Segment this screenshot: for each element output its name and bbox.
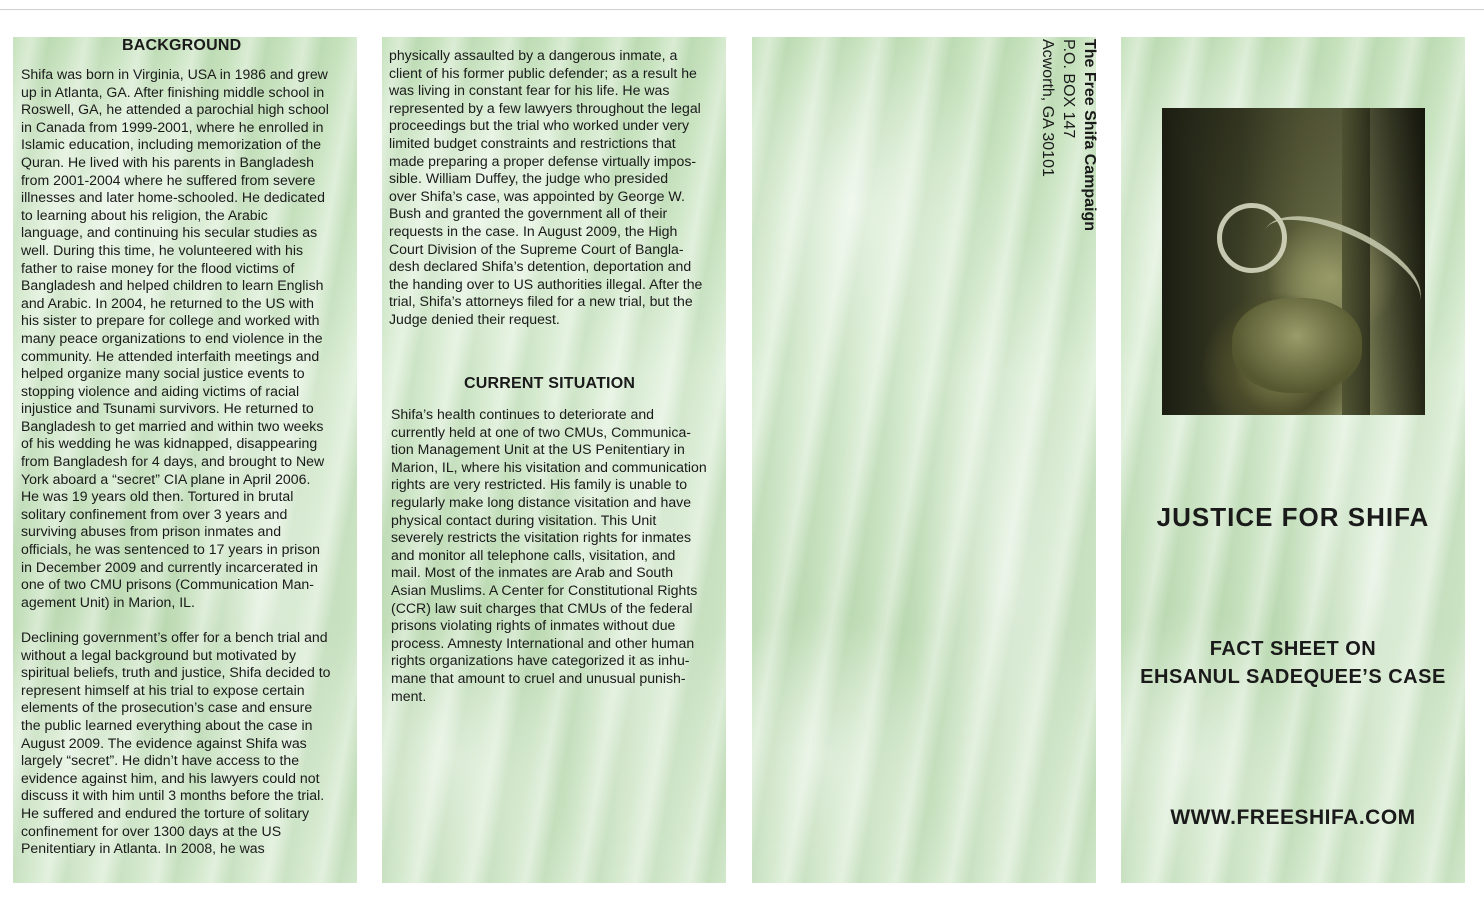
current-situation-paragraph: Shifa’s health continues to deteriorate and currently held at one of two CMUs, Communica- tion Management Unit at the US Penitentiary in Marion, IL, where his visitation and communication rights are very restricted. His family is unable to regularly make long distance visitation and have physical contact during visitation. This Unit severely restricts the visitation rights for inmates and monitor all telephone calls, visitation, and mail. Most of the inmates are Arab and South Asian Muslims. A Center for Constitutional Rights (CCR) law suit charges that CMUs of the federal prisons violating rights of inmates without due process. Amnesty International and other human rights organizations have categorized it as inhu- mane that amount to cruel and unusual punish- ment. <box>391 406 707 704</box>
background-continuation: physically assaulted by a dangerous inmate, a client of his former public defender; as a result he was living in constant fear for his life. He was represented by a few lawyers throughout the legal proceedings but the trial who worked under very limited budget constraints and restrictions that made preparing a proper defense virtually impos- sible. William Duffey, the judge who presided over Shifa’s case, was appointed by George W. Bush and granted the government all of their requests in the case. In August 2009, the High Court Division of the Supreme Court of Bangla- desh declared Shifa’s detention, deportation and the handing over to US authorities illegal. After the trial, Shifa’s attorneys filed for a new trial, but the Judge denied their request. <box>389 47 703 327</box>
hand-icon <box>1232 298 1362 393</box>
panel-background <box>13 37 357 883</box>
handcuffed-hands-photo <box>1162 108 1425 415</box>
cover-subtitle-line1: FACT SHEET ON <box>1209 638 1377 660</box>
website-url: WWW.FREESHIFA.COM <box>1170 806 1416 829</box>
mailing-address <box>1037 39 1121 231</box>
panel-current-situation <box>382 37 726 883</box>
background-paragraph-1: Shifa was born in Virginia, USA in 1986 and grew up in Atlanta, GA. After finishing middle school in Roswell, GA, he attended a parochial high school in Canada from 1999-2001, where he enrolled in Islamic education, including memorization of the Quran. He lived with his parents in Bangladesh from 2001-2004 where he suffered from severe illnesses and later home-schooled. He dedicated to learning about his religion, the Arabic language, and continuing his secular studies as well. During this time, he volunteered with his father to raise money for the flood victims of Bangladesh and helped children to learn English and Arabic. In 2004, he returned to the US with his sister to prepare for college and worked with many peace organizations to end violence in the community. He attended interfaith meetings and helped organize many social justice events to stopping violence and aiding victims of racial injustice and Tsunami survivors. He returned to Bangladesh to get married and within two weeks of his wedding he was kidnapped, disappearing from Bangladesh for 4 days, and brought to New York aboard a “secret” CIA plane in April 2006. He was 19 years old then. Tortured in brutal solitary confinement from over 3 years and surviving abuses from prison inmates and officials, he was sentenced to 17 years in prison in December 2009 and currently incarcerated in one of two CMU prisons (Communication Man- agement Unit) in Marion, IL. <box>21 66 329 610</box>
cover-subtitle-line2: EHSANUL SADEQUEE’S CASE <box>1140 666 1446 688</box>
panel-mailing-address <box>752 37 1096 883</box>
background-paragraph-2: Declining government’s offer for a bench trial and without a legal background but motivated by spiritual beliefs, truth and justice, Shifa decided to represent himself at his trial to expose certain elements of the prosecution’s case and ensure the public learned everything about the case in August 2009. The evidence against Shifa was largely “secret”. He didn’t have access to the evidence against him, and his lawyers could not discuss it with him until 3 months before the trial. He suffered and endured the torture of solitary confinement for over 1300 days at the US Penitentiary in Atlanta. In 2008, he was <box>21 629 331 857</box>
current-situation-heading: CURRENT SITUATION <box>464 375 636 392</box>
page-top-border <box>0 9 1484 10</box>
background-heading: BACKGROUND <box>122 37 242 54</box>
address-line-po-box: P.O. BOX 147 <box>1060 39 1077 139</box>
panel-cover <box>1121 37 1465 883</box>
address-line-city: Acworth, GA 30101 <box>1039 39 1056 177</box>
address-line-organization: The Free Shifa Campaign <box>1081 39 1098 232</box>
cover-title: JUSTICE FOR SHIFA <box>1156 502 1430 532</box>
